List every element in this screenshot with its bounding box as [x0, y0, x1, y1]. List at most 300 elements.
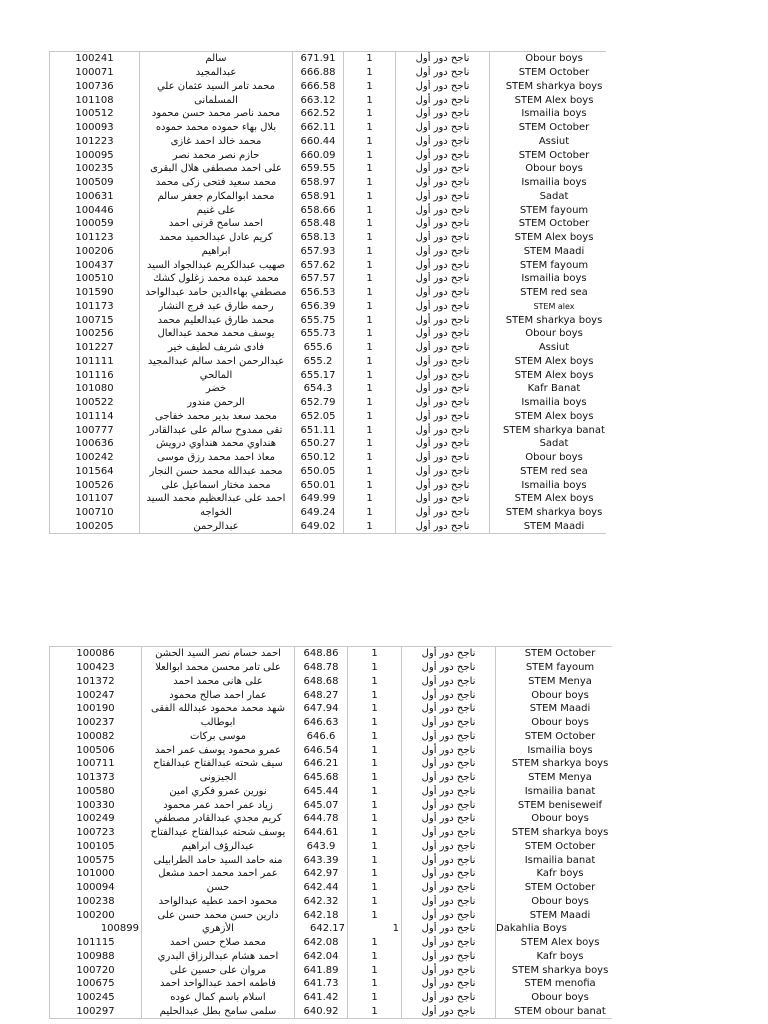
school-cell: STEM Alex boys [514, 232, 594, 244]
school-cell: STEM obour banat [496, 1005, 613, 1019]
count-cell: 1 [344, 451, 396, 465]
score-cell: 658.48 [293, 217, 344, 231]
table-row [50, 465, 607, 479]
count-cell: 1 [344, 355, 396, 369]
school-cell: STEM beniseweif [517, 799, 603, 811]
student-id-cell: 100509 [50, 176, 140, 190]
student-name-cell: عبدالرؤف ابراهيم [142, 840, 295, 854]
status-cell: ناجح دور أول [402, 963, 496, 977]
table-row [50, 300, 607, 314]
count-cell: 1 [348, 812, 402, 826]
student-name-cell: الجيزونى [142, 771, 295, 785]
student-name-cell: الرحمن مندور [140, 396, 293, 410]
student-id-cell: 100086 [50, 647, 142, 661]
score-cell: 642.44 [295, 881, 348, 895]
student-name-cell: حازم نصر محمد نصر [140, 148, 293, 162]
student-id-cell: 100242 [50, 451, 140, 465]
student-name-cell: على احمد مصطفى هلال البقرى [140, 162, 293, 176]
student-name-cell: مصطفي بهاءالدين حامد عبدالواحد [140, 286, 293, 300]
table-row [50, 867, 613, 881]
status-cell: ناجح دور أول [396, 313, 490, 327]
count-cell: 1 [344, 286, 396, 300]
status-cell: ناجح دور أول [396, 478, 490, 492]
count-cell: 1 [344, 313, 396, 327]
table-row [50, 977, 613, 991]
student-name-cell: عمرو محمود يوسف عمر احمد [142, 743, 295, 757]
student-name-cell: دارين حسن محمد حسن على [142, 908, 295, 922]
table-row [50, 162, 607, 176]
status-cell: ناجح دور أول [402, 826, 496, 840]
count-cell: 1 [344, 520, 396, 534]
student-name-cell: بلال بهاء حموده محمد حموده [140, 121, 293, 135]
table-row [50, 743, 613, 757]
status-cell: ناجح دور أول [402, 812, 496, 826]
student-id-cell: 100522 [50, 396, 140, 410]
count-cell: 1 [344, 423, 396, 437]
count-cell: 1 [344, 93, 396, 107]
score-cell: 657.62 [293, 258, 344, 272]
table-row [50, 647, 613, 661]
count-cell: 1 [348, 702, 402, 716]
student-name-cell: كريم عادل عبدالحميد محمد [140, 231, 293, 245]
count-cell: 1 [348, 895, 402, 909]
school-cell: Obour boys [531, 717, 589, 729]
school-cell: STEM Alex boys [514, 369, 594, 381]
school-cell: Kafr boys [536, 868, 584, 880]
status-cell: ناجح دور أول [402, 647, 496, 661]
status-cell: ناجح دور أول [396, 341, 490, 355]
school-cell: STEM Alex boys [514, 410, 594, 422]
status-cell: ناجح دور أول [396, 245, 490, 259]
student-name-cell: احمد على عبدالعظيم محمد السيد [140, 492, 293, 506]
count-cell: 1 [344, 300, 396, 314]
table-row [50, 93, 607, 107]
count-cell: 1 [348, 963, 402, 977]
student-id-cell: 100512 [50, 107, 140, 121]
score-cell: 640.92 [295, 1005, 348, 1019]
score-cell: 641.89 [295, 963, 348, 977]
score-cell: 650.05 [293, 465, 344, 479]
score-cell: 656.39 [293, 300, 344, 314]
student-name-cell: عبدالرحمن احمد سالم عبدالمجيد [140, 355, 293, 369]
table-row [50, 176, 607, 190]
score-cell: 662.11 [293, 121, 344, 135]
student-id-cell: 100330 [50, 798, 142, 812]
student-id-cell: 100510 [50, 272, 140, 286]
score-cell: 650.01 [293, 478, 344, 492]
table-row [50, 66, 607, 80]
status-cell: ناجح دور أول [402, 867, 496, 881]
table-row [50, 826, 613, 840]
table-row [50, 478, 607, 492]
count-cell: 1 [344, 396, 396, 410]
count-cell: 1 [348, 798, 402, 812]
count-cell: 1 [344, 217, 396, 231]
status-cell: ناجح دور أول [396, 148, 490, 162]
table-row [50, 148, 607, 162]
school-cell: STEM alex [533, 301, 575, 311]
student-id-cell: 100723 [50, 826, 142, 840]
student-name-cell: محمد صلاح حسن احمد [142, 936, 295, 950]
status-cell: ناجح دور أول [402, 950, 496, 964]
school-cell: Ismailia boys [521, 273, 587, 285]
status-cell: ناجح دور أول [396, 410, 490, 424]
school-cell: STEM October [518, 122, 590, 134]
table-row [50, 107, 607, 121]
score-cell: 657.93 [293, 245, 344, 259]
school-cell: STEM sharkya boys [511, 758, 609, 770]
count-cell: 1 [348, 840, 402, 854]
student-id-cell: 100636 [50, 437, 140, 451]
school-cell: STEM Maadi [523, 245, 585, 257]
student-id-cell: 100205 [50, 520, 140, 534]
school-cell: Ismailia boys [521, 397, 587, 409]
table-row [50, 881, 613, 895]
student-id-cell: 101114 [50, 410, 140, 424]
table-row [50, 936, 613, 950]
status-cell: ناجح دور أول [402, 840, 496, 854]
table-row [50, 922, 613, 936]
school-cell: STEM red sea [520, 287, 588, 299]
results-table-2 [49, 646, 612, 1019]
status-cell: ناجح دور أول [402, 785, 496, 799]
table-row [50, 492, 607, 506]
student-name-cell: محمد سعد بدير محمد خفاجى [140, 410, 293, 424]
status-cell: ناجح دور أول [396, 217, 490, 231]
score-cell: 655.73 [293, 327, 344, 341]
status-cell: ناجح دور أول [402, 881, 496, 895]
student-name-cell: تقى ممدوح سالم على عبدالقادر [140, 423, 293, 437]
score-cell: 671.91 [293, 52, 344, 66]
status-cell: ناجح دور أول [402, 730, 496, 744]
score-cell: 642.18 [295, 908, 348, 922]
school-cell: STEM October [524, 730, 596, 742]
table-row [50, 661, 613, 675]
student-id-cell: 101227 [50, 341, 140, 355]
status-cell: ناجح دور أول [402, 675, 496, 689]
score-cell: 656.53 [293, 286, 344, 300]
student-name-cell: محمد سعيد فتحى زكى محمد [140, 176, 293, 190]
score-cell: 641.73 [295, 977, 348, 991]
table-row [50, 812, 613, 826]
score-cell: 663.12 [293, 93, 344, 107]
student-id-cell: 100082 [50, 730, 142, 744]
status-cell: ناجح دور أول [396, 162, 490, 176]
student-id-cell: 100247 [50, 688, 142, 702]
score-cell: 642.17 [295, 922, 348, 936]
status-cell: ناجح دور أول [396, 52, 490, 66]
student-id-cell: 101115 [50, 936, 142, 950]
school-cell: STEM menofia [524, 978, 596, 990]
student-name-cell: محمد خالد احمد غازى [140, 135, 293, 149]
student-id-cell: 101373 [50, 771, 142, 785]
score-cell: 648.86 [295, 647, 348, 661]
status-cell: ناجح دور أول [396, 451, 490, 465]
score-cell: 652.79 [293, 396, 344, 410]
student-id-cell: 100190 [50, 702, 142, 716]
school-cell: STEM Menya [528, 772, 592, 784]
student-id-cell: 100988 [50, 950, 142, 964]
school-cell: Ismailia boys [521, 479, 587, 491]
table-row [50, 451, 607, 465]
school-cell: STEM Maadi [490, 520, 607, 534]
count-cell: 1 [344, 66, 396, 80]
student-id-cell: 100715 [50, 313, 140, 327]
table-row [50, 231, 607, 245]
table-row [50, 688, 613, 702]
count-cell: 1 [344, 368, 396, 382]
student-id-cell: 101108 [50, 93, 140, 107]
count-cell: 1 [344, 341, 396, 355]
school-cell: Ismailia banat [524, 854, 596, 866]
student-id-cell: 101116 [50, 368, 140, 382]
student-id-cell: 100423 [50, 661, 142, 675]
status-cell: ناجح دور أول [402, 798, 496, 812]
count-cell: 1 [348, 785, 402, 799]
status-cell: ناجح دور أول [402, 771, 496, 785]
school-cell: Sadat [539, 190, 569, 202]
student-name-cell: معاذ احمد محمد رزق موسى [140, 451, 293, 465]
school-cell: STEM Maadi [529, 909, 591, 921]
status-cell: ناجح دور أول [396, 80, 490, 94]
student-id-cell: 101223 [50, 135, 140, 149]
count-cell: 1 [344, 327, 396, 341]
student-name-cell: صهيب عبدالكريم عبدالجواد السيد [140, 258, 293, 272]
student-name-cell: عبدالرحمن [140, 520, 293, 534]
table-row [50, 702, 613, 716]
table-row [50, 991, 613, 1005]
student-name-cell: محمد ناصر محمد حسن محمود [140, 107, 293, 121]
student-name-cell: فاطمه احمد عبدالواحد احمد [142, 977, 295, 991]
count-cell: 1 [344, 231, 396, 245]
table-row [50, 121, 607, 135]
score-cell: 662.52 [293, 107, 344, 121]
score-cell: 660.44 [293, 135, 344, 149]
status-cell: ناجح دور أول [396, 423, 490, 437]
score-cell: 660.09 [293, 148, 344, 162]
status-cell: ناجح دور أول [396, 286, 490, 300]
student-name-cell: عبدالمجيد [140, 66, 293, 80]
student-id-cell: 101107 [50, 492, 140, 506]
student-name-cell: محمد عبدالله محمد حسن النجار [140, 465, 293, 479]
table-row [50, 135, 607, 149]
count-cell: 1 [344, 258, 396, 272]
student-name-cell: هنداوي محمد هنداوي درويش [140, 437, 293, 451]
school-cell: Kafr boys [536, 950, 584, 962]
score-cell: 650.12 [293, 451, 344, 465]
count-cell: 1 [348, 743, 402, 757]
score-cell: 649.99 [293, 492, 344, 506]
student-id-cell: 101000 [50, 867, 142, 881]
student-name-cell: حسن [142, 881, 295, 895]
student-name-cell: كريم مجدي عبدالقادر مصطفي [142, 812, 295, 826]
school-cell: STEM Alex boys [514, 94, 594, 106]
table-row [50, 286, 607, 300]
count-cell: 1 [344, 121, 396, 135]
status-cell: ناجح دور أول [402, 702, 496, 716]
school-cell: STEM sharkya boys [505, 80, 603, 92]
table-row [50, 840, 613, 854]
student-id-cell: 101564 [50, 465, 140, 479]
score-cell: 658.91 [293, 190, 344, 204]
status-cell: ناجح دور أول [396, 176, 490, 190]
status-cell: ناجح دور أول [402, 853, 496, 867]
count-cell: 1 [344, 382, 396, 396]
status-cell: ناجح دور أول [396, 327, 490, 341]
student-id-cell: 100256 [50, 327, 140, 341]
school-cell: STEM sharkya boys [505, 314, 603, 326]
score-cell: 646.54 [295, 743, 348, 757]
school-cell: STEM Maadi [529, 703, 591, 715]
student-id-cell: 100710 [50, 506, 140, 520]
table-row [50, 437, 607, 451]
table-row [50, 245, 607, 259]
table-row [50, 716, 613, 730]
score-cell: 658.97 [293, 176, 344, 190]
count-cell: 1 [344, 162, 396, 176]
school-cell: Dakahlia Boys [496, 923, 567, 935]
student-name-cell: محمد مختار اسماعيل على [140, 478, 293, 492]
school-cell: Kafr Banat [527, 383, 581, 395]
score-cell: 648.78 [295, 661, 348, 675]
student-id-cell: 101080 [50, 382, 140, 396]
status-cell: ناجح دور أول [402, 977, 496, 991]
score-cell: 655.6 [293, 341, 344, 355]
school-cell: Obour boys [525, 163, 583, 175]
school-cell: Assiut [538, 342, 570, 354]
table-row [50, 368, 607, 382]
score-cell: 646.63 [295, 716, 348, 730]
score-cell: 654.3 [293, 382, 344, 396]
status-cell: ناجح دور أول [402, 1005, 496, 1019]
score-cell: 659.55 [293, 162, 344, 176]
school-cell: STEM October [524, 882, 596, 894]
score-cell: 652.05 [293, 410, 344, 424]
table-row [50, 203, 607, 217]
student-id-cell: 100093 [50, 121, 140, 135]
student-id-cell: 100249 [50, 812, 142, 826]
status-cell: ناجح دور أول [396, 396, 490, 410]
table-row [50, 771, 613, 785]
count-cell: 1 [344, 203, 396, 217]
score-cell: 642.97 [295, 867, 348, 881]
student-id-cell: 100095 [50, 148, 140, 162]
school-cell: STEM October [518, 218, 590, 230]
table-row [50, 423, 607, 437]
school-cell: STEM October [496, 647, 613, 661]
student-id-cell: 101111 [50, 355, 140, 369]
table-row [50, 410, 607, 424]
student-id-cell: 101590 [50, 286, 140, 300]
count-cell: 1 [348, 881, 402, 895]
school-cell: STEM fayoum [525, 662, 595, 674]
student-name-cell: موسى بركات [142, 730, 295, 744]
student-name-cell: ابوطالب [142, 716, 295, 730]
school-cell: STEM October [518, 67, 590, 79]
score-cell: 655.75 [293, 313, 344, 327]
status-cell: ناجح دور أول [396, 107, 490, 121]
school-cell: STEM Alex boys [514, 355, 594, 367]
score-cell: 648.68 [295, 675, 348, 689]
table-row [50, 327, 607, 341]
status-cell: ناجح دور أول [396, 121, 490, 135]
student-id-cell: 100200 [50, 908, 142, 922]
school-cell: STEM Alex boys [520, 937, 600, 949]
student-id-cell: 100297 [50, 1005, 142, 1019]
status-cell: ناجح دور أول [396, 437, 490, 451]
score-cell: 666.88 [293, 66, 344, 80]
status-cell: ناجح دور أول [396, 258, 490, 272]
student-id-cell: 100631 [50, 190, 140, 204]
score-cell: 657.57 [293, 272, 344, 286]
table-row [50, 217, 607, 231]
student-id-cell: 100238 [50, 895, 142, 909]
score-cell: 645.68 [295, 771, 348, 785]
student-id-cell: 101173 [50, 300, 140, 314]
table-row [50, 757, 613, 771]
count-cell: 1 [348, 716, 402, 730]
student-id-cell: 100777 [50, 423, 140, 437]
student-name-cell: الخواجه [140, 506, 293, 520]
student-id-cell: 100245 [50, 991, 142, 1005]
count-cell: 1 [348, 647, 402, 661]
score-cell: 649.24 [293, 506, 344, 520]
school-cell: Obour boys [525, 328, 583, 340]
score-cell: 649.02 [293, 520, 344, 534]
table-row [50, 785, 613, 799]
table-row [50, 313, 607, 327]
student-id-cell: 101123 [50, 231, 140, 245]
student-id-cell: 100105 [50, 840, 142, 854]
table-row [50, 506, 607, 520]
score-cell: 645.07 [295, 798, 348, 812]
student-name-cell: محمد ابوالمكارم جعفر سالم [140, 190, 293, 204]
school-cell: STEM Alex boys [514, 493, 594, 505]
count-cell: 1 [348, 661, 402, 675]
status-cell: ناجح دور أول [402, 688, 496, 702]
status-cell: ناجح دور أول [402, 895, 496, 909]
table-row [50, 798, 613, 812]
student-id-cell: 100235 [50, 162, 140, 176]
table-row [50, 272, 607, 286]
status-cell: ناجح دور أول [402, 991, 496, 1005]
score-cell: 642.32 [295, 895, 348, 909]
status-cell: ناجح دور أول [396, 382, 490, 396]
student-name-cell: على غنيم [140, 203, 293, 217]
student-name-cell: احمد هشام عبدالرزاق البدري [142, 950, 295, 964]
status-cell: ناجح دور أول [402, 757, 496, 771]
table-row [50, 355, 607, 369]
table-row [50, 895, 613, 909]
score-cell: 648.27 [295, 688, 348, 702]
status-cell: ناجح دور أول [396, 203, 490, 217]
school-cell: Sadat [539, 438, 569, 450]
school-cell: Obour boys [525, 452, 583, 464]
score-cell: 658.66 [293, 203, 344, 217]
school-cell: STEM Menya [528, 675, 592, 687]
count-cell: 1 [348, 908, 402, 922]
student-name-cell: رحمه طارق عبد فرج النشار [140, 300, 293, 314]
score-cell: 641.42 [295, 991, 348, 1005]
student-id-cell: 100675 [50, 977, 142, 991]
student-name-cell: احمد سامح قرنى احمد [140, 217, 293, 231]
count-cell: 1 [344, 492, 396, 506]
student-id-cell: 100575 [50, 853, 142, 867]
student-id-cell: 101372 [50, 675, 142, 689]
table-row [50, 675, 613, 689]
student-id-cell: 100094 [50, 881, 142, 895]
score-cell: 644.78 [295, 812, 348, 826]
